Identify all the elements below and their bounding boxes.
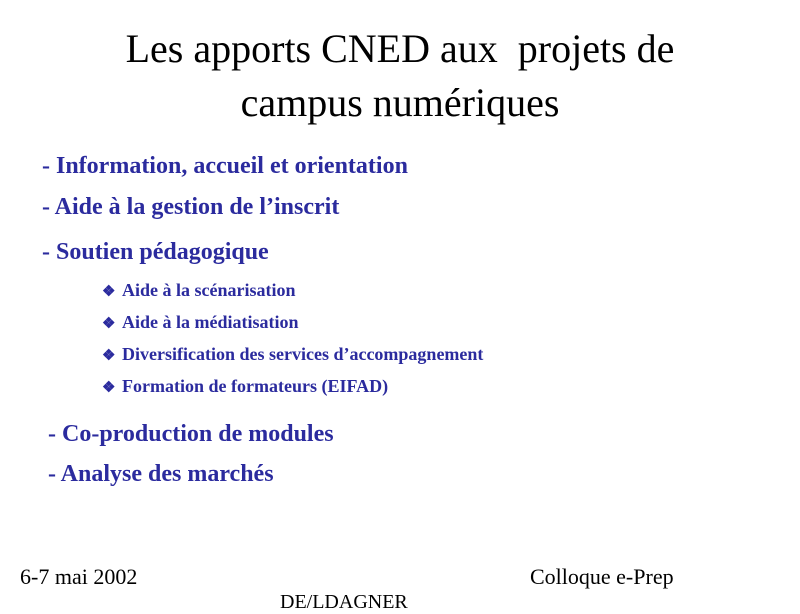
- diamond-bullet-icon: ❖: [102, 380, 116, 396]
- sub-item-formation: [102, 375, 388, 399]
- footer-cutoff-text: DE/LDAGNER: [280, 591, 408, 613]
- sub-item-label: Formation de formateurs (EIFAD): [122, 376, 389, 396]
- sub-item-label: Diversification des services d’accompagnement: [122, 344, 484, 364]
- slide-title-line-2: campus numériques: [240, 80, 560, 125]
- sub-item-label: Aide à la scénarisation: [122, 280, 296, 300]
- list-item-gestion-inscrit: - Aide à la gestion de l’inscrit: [42, 194, 340, 220]
- sub-item-diversification: [102, 343, 483, 367]
- footer-event: Colloque e-Prep: [530, 564, 674, 589]
- list-item-coproduction: - Co-production de modules: [48, 421, 334, 447]
- diamond-bullet-icon: ❖: [102, 316, 116, 332]
- list-item-analyse-marches: - Analyse des marchés: [48, 461, 274, 487]
- sub-item-mediatisation: [102, 311, 299, 335]
- diamond-bullet-icon: ❖: [102, 348, 116, 364]
- list-item-soutien-pedagogique: - Soutien pédagogique: [42, 239, 269, 265]
- list-item-information: - Information, accueil et orientation: [42, 153, 408, 179]
- slide-title: [0, 22, 800, 130]
- diamond-bullet-icon: ❖: [102, 284, 116, 300]
- slide-title-line-1: Les apports CNED aux projets de: [125, 26, 675, 71]
- sub-item-scenarisation: [102, 279, 296, 303]
- sub-item-label: Aide à la médiatisation: [122, 312, 299, 332]
- footer-date: 6-7 mai 2002: [20, 564, 138, 589]
